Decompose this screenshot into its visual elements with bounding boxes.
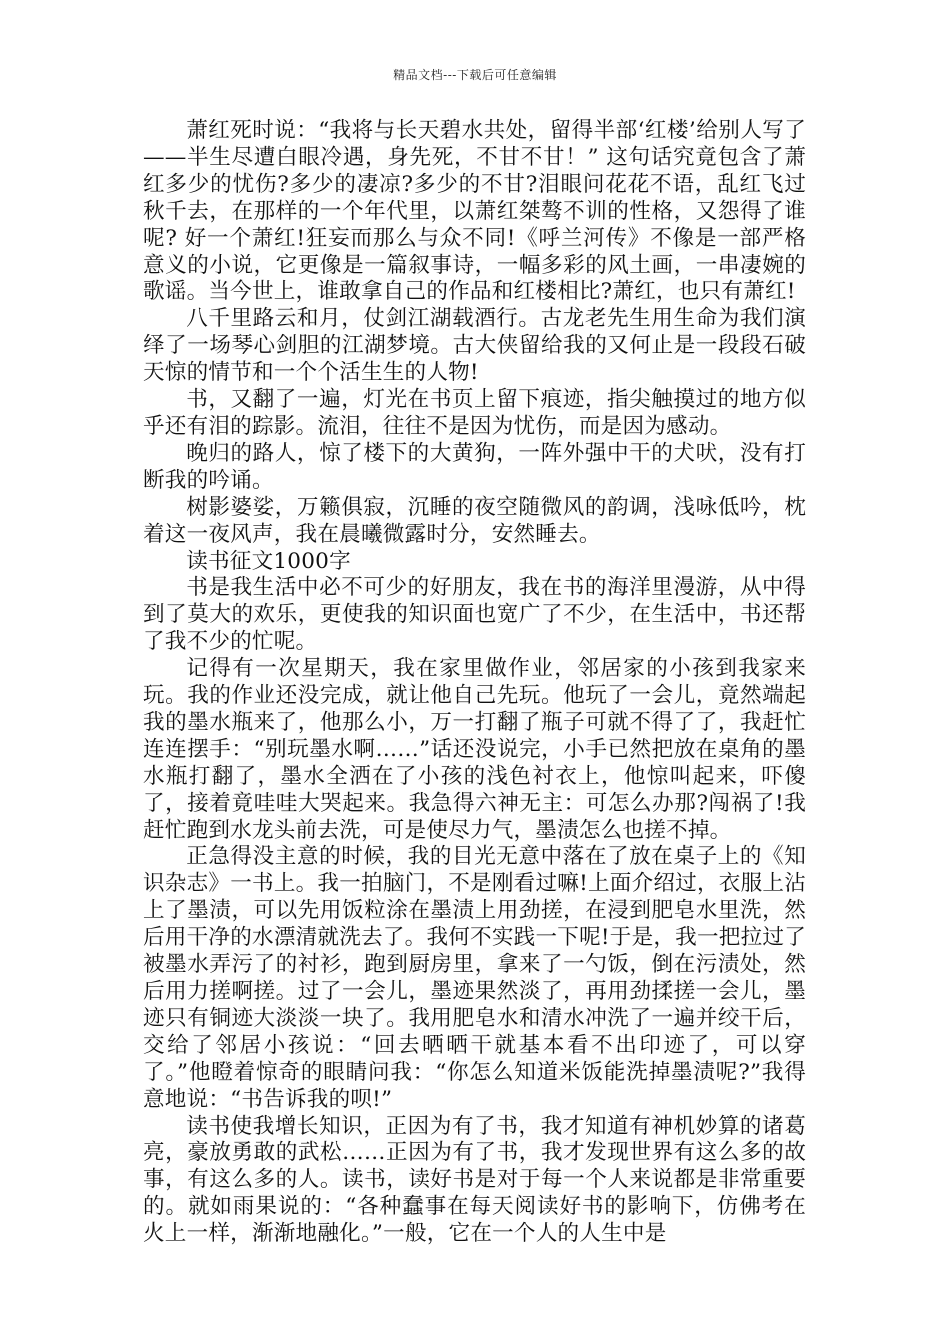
paragraph-books-friend: 书是我生活中必不可少的好朋友，我在书的海洋里漫游，从中得到了莫大的欢乐，更使我的知识面也宽广了不少，在生活中，书还帮了我不少的忙呢。 bbox=[143, 575, 806, 655]
paragraph-gu-long: 八千里路云和月，仗剑江湖载酒行。古龙老先生用生命为我们演绎了一场琴心剑胆的江湖梦境。古大侠留给我的又何止是一段段石破天惊的情节和一个个活生生的人物! bbox=[143, 306, 806, 386]
paragraph-ink-accident: 记得有一次星期天，我在家里做作业，邻居家的小孩到我家来玩。我的作业还没完成，就让他自己先玩。他玩了一会儿，竟然端起我的墨水瓶来了，他那么小，万一打翻了瓶子可就不得了了，我赶忙连连摆手：“别玩墨水啊……”话还没说完，小手已然把放在桌角的墨水瓶打翻了，墨水全洒在了小孩的浅色衬衣上，他惊叫起来，吓傻了，接着竟哇哇大哭起来。我急得六神无主：可怎么办那?闯祸了!我赶忙跑到水龙头前去洗，可是使尽力气，墨渍怎么也搓不掉。 bbox=[143, 656, 806, 843]
paragraph-reading-value: 读书使我增长知识，正因为有了书，我才知道有神机妙算的诸葛亮，豪放勇敢的武松……正因为有了书，我才发现世界有这么多的故事，有这么多的人。读书，读好书是对于每一个人来说都是非常重要的。就如雨果说的：“各种蠢事在每天阅读好书的影响下，仿佛考在火上一样，渐渐地融化。”一般，它在一个人的人生中是 bbox=[143, 1113, 806, 1247]
paragraph-night-passerby: 晚归的路人，惊了楼下的大黄狗，一阵外强中干的犬吠，没有打断我的吟诵。 bbox=[143, 440, 806, 493]
paragraph-tree-shadows: 树影婆娑，万籁俱寂，沉睡的夜空随微风的韵调，浅咏低吟，枕着这一夜风声，我在晨曦微露时分，安然睡去。 bbox=[143, 494, 806, 547]
paragraph-xiao-hong: 萧红死时说：“我将与长天碧水共处，留得半部‘红楼’给别人写了——半生尽遭白眼冷遇，身先死，不甘不甘！” 这句话究竟包含了萧红多少的忧伤?多少的凄凉?多少的不甘?泪眼问花花不语，乱红飞过秋千去，在那样的一个年代里，以萧红桀骜不训的性格，又怨得了谁呢? 好一个萧红!狂妄而那么与众不同!《呼兰河传》不像是一部严格意义的小说，它更像是一篇叙事诗，一幅多彩的风土画，一串凄婉的歌谣。当今世上，谁敢拿自己的作品和红楼相比?萧红，也只有萧红! bbox=[143, 118, 806, 305]
document-body bbox=[143, 118, 806, 1248]
essay-title: 读书征文1000字 bbox=[186, 548, 351, 574]
page-header: 精品文档---下载后可任意编辑 bbox=[393, 68, 557, 82]
paragraph-knowledge-magazine: 正急得没主意的时候，我的目光无意中落在了放在桌子上的《知识杂志》一书上。我一拍脑门，不是刚看过嘛!上面介绍过，衣服上沾上了墨渍，可以先用饭粒涂在墨渍上用劲搓，在浸到肥皂水里洗，然后用干净的水漂清就洗去了。我何不实践一下呢!于是，我一把拉过了被墨水弄污了的衬衫，跑到厨房里，拿来了一勺饭，倒在污渍处，然后用力搓啊搓。过了一会儿，墨迹果然淡了，再用劲揉搓一会儿，墨迹只有铜迹大淡淡一块了。我用肥皂水和清水冲洗了一遍并绞干后，交给了邻居小孩说：“回去晒晒干就基本看不出印迹了，可以穿了。”他瞪着惊奇的眼睛问我：“你怎么知道米饭能洗掉墨渍呢?”我得意地说：“书告诉我的呗!” bbox=[143, 844, 806, 1112]
paragraph-book-reread: 书，又翻了一遍，灯光在书页上留下痕迹，指尖触摸过的地方似乎还有泪的踪影。流泪，往往不是因为忧伤，而是因为感动。 bbox=[143, 387, 806, 439]
